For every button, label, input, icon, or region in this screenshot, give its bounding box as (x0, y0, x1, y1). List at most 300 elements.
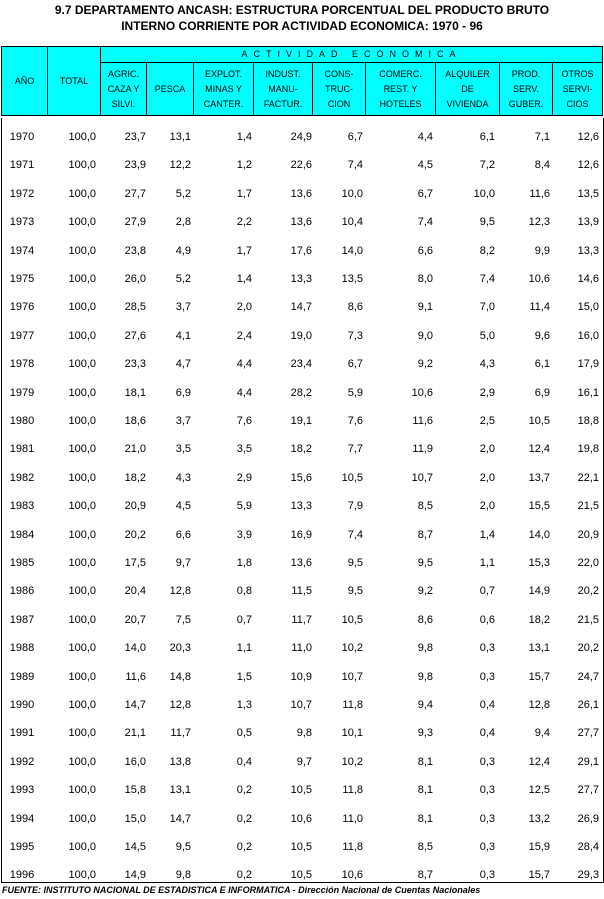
cell-agric: 15,8 (124, 784, 146, 797)
table-row (2, 754, 602, 770)
table-row (2, 669, 602, 685)
cell-prod-serv: 14,9 (528, 585, 550, 598)
cell-construccion: 9,5 (347, 557, 363, 569)
cell-alquiler: 0,3 (479, 755, 495, 768)
cell-otros: 29,1 (577, 755, 599, 768)
cell-alquiler: 7,2 (479, 159, 495, 172)
cell-year: 1970 (9, 131, 35, 143)
cell-otros: 22,0 (577, 557, 599, 569)
cell-year: 1984 (9, 528, 35, 541)
cell-indust: 11,5 (291, 585, 312, 598)
cell-prod-serv: 13,1 (528, 642, 550, 655)
cell-agric: 11,6 (125, 670, 146, 683)
cell-total: 100,0 (68, 471, 96, 484)
cell-comercio: 7,4 (417, 216, 433, 229)
table-row (2, 214, 602, 230)
cell-year: 1974 (9, 244, 35, 257)
cell-prod-serv: 9,4 (534, 727, 550, 740)
header-agric: AGRIC. CAZA Y SILVI. (101, 63, 147, 116)
cell-explot: 2,4 (236, 329, 252, 342)
cell-total: 100,0 (68, 557, 96, 569)
cell-otros: 29,3 (577, 869, 599, 882)
cell-pesca: 14,7 (169, 812, 191, 825)
cell-year: 1982 (9, 471, 35, 484)
cell-pesca: 3,7 (175, 301, 191, 314)
cell-prod-serv: 11,4 (529, 301, 550, 314)
cell-agric: 14,5 (124, 841, 146, 853)
cell-comercio: 8,7 (417, 528, 433, 541)
cell-total: 100,0 (68, 187, 96, 200)
cell-indust: 24,9 (290, 131, 312, 143)
cell-construccion: 9,5 (347, 585, 363, 598)
table-row (2, 129, 602, 145)
cell-indust: 23,4 (290, 358, 312, 371)
cell-pesca: 11,7 (170, 727, 191, 740)
table-row (2, 186, 602, 202)
cell-comercio: 8,1 (417, 784, 433, 797)
cell-explot: 1,7 (236, 244, 252, 257)
cell-year: 1979 (9, 386, 35, 399)
cell-year: 1973 (9, 216, 35, 229)
cell-alquiler: 1,1 (479, 557, 495, 569)
cell-total: 100,0 (68, 131, 96, 143)
table-row (2, 867, 602, 883)
cell-agric: 14,7 (124, 699, 146, 711)
cell-comercio: 8,0 (417, 273, 433, 285)
cell-year: 1971 (9, 159, 35, 172)
cell-construccion: 7,4 (347, 528, 363, 541)
cell-comercio: 10,7 (411, 471, 433, 484)
cell-alquiler: 2,5 (479, 415, 495, 427)
cell-total: 100,0 (68, 273, 96, 285)
cell-total: 100,0 (68, 443, 96, 456)
cell-total: 100,0 (68, 244, 96, 257)
cell-explot: 0,5 (236, 727, 252, 740)
cell-alquiler: 0,4 (479, 699, 495, 711)
cell-construccion: 11,8 (342, 699, 363, 711)
cell-explot: 1,2 (236, 159, 252, 172)
cell-year: 1993 (9, 784, 35, 797)
cell-total: 100,0 (68, 585, 96, 598)
cell-explot: 2,9 (236, 471, 252, 484)
cell-total: 100,0 (68, 699, 96, 711)
cell-total: 100,0 (68, 415, 96, 427)
source-note: FUENTE: INSTITUTO NACIONAL DE ESTADISTICA E INFORMATICA - Dirección Nacional de Cuentas Nacionales (2, 885, 481, 895)
cell-prod-serv: 9,6 (534, 329, 550, 342)
cell-indust: 18,2 (290, 443, 312, 456)
cell-total: 100,0 (68, 386, 96, 399)
cell-otros: 18,8 (577, 415, 599, 427)
cell-alquiler: 1,4 (479, 528, 495, 541)
table-row (2, 697, 602, 713)
cell-explot: 0,8 (236, 585, 252, 598)
cell-construccion: 11,8 (342, 841, 363, 853)
header-construccion: CONS- TRUC- CION (313, 63, 366, 116)
cell-year: 1992 (9, 755, 35, 768)
cell-indust: 13,6 (290, 187, 312, 200)
table-row (2, 640, 602, 656)
cell-construccion: 10,5 (341, 613, 363, 626)
cell-year: 1994 (9, 812, 35, 825)
cell-prod-serv: 12,8 (528, 699, 550, 711)
cell-indust: 9,8 (296, 727, 312, 740)
cell-alquiler: 0,3 (479, 784, 495, 797)
cell-pesca: 12,8 (169, 585, 191, 598)
table-row (2, 271, 602, 287)
cell-agric: 28,5 (124, 301, 146, 314)
cell-pesca: 3,5 (175, 443, 191, 456)
cell-construccion: 6,7 (347, 131, 363, 143)
cell-total: 100,0 (68, 727, 96, 740)
table-body (1, 118, 604, 883)
cell-total: 100,0 (68, 159, 96, 172)
cell-otros: 20,2 (577, 585, 599, 598)
cell-comercio: 9,2 (417, 585, 433, 598)
cell-year: 1977 (9, 329, 35, 342)
cell-prod-serv: 15,5 (528, 500, 550, 513)
cell-prod-serv: 10,6 (528, 273, 550, 285)
cell-indust: 11,7 (291, 613, 312, 626)
header-explot: EXPLOT. MINAS Y CANTER. (194, 63, 254, 116)
cell-otros: 26,9 (577, 812, 599, 825)
cell-otros: 22,1 (577, 471, 599, 484)
cell-comercio: 6,6 (417, 244, 433, 257)
cell-total: 100,0 (68, 301, 96, 314)
cell-pesca: 12,8 (169, 699, 191, 711)
cell-alquiler: 0,3 (479, 642, 495, 655)
cell-pesca: 3,7 (175, 415, 191, 427)
cell-pesca: 12,2 (169, 159, 191, 172)
cell-explot: 5,9 (236, 500, 252, 513)
cell-alquiler: 4,3 (479, 358, 495, 371)
cell-prod-serv: 13,7 (528, 471, 550, 484)
table-row (2, 527, 602, 543)
cell-agric: 27,9 (124, 216, 146, 229)
cell-otros: 20,2 (577, 642, 599, 655)
header-indust: INDUST. MANU- FACTUR. (254, 63, 313, 116)
table-title-line-2: INTERNO CORRIENTE POR ACTIVIDAD ECONOMICA: 1970 - 96 (121, 19, 483, 33)
cell-indust: 28,2 (290, 386, 312, 399)
cell-otros: 14,6 (577, 273, 599, 285)
cell-year: 1978 (9, 358, 35, 371)
cell-total: 100,0 (68, 613, 96, 626)
cell-pesca: 5,2 (175, 187, 191, 200)
cell-explot: 3,9 (236, 528, 252, 541)
cell-otros: 28,4 (577, 841, 599, 853)
cell-indust: 10,7 (290, 699, 312, 711)
cell-construccion: 10,1 (341, 727, 363, 740)
cell-year: 1976 (9, 301, 35, 314)
cell-agric: 23,8 (124, 244, 146, 257)
cell-construccion: 7,3 (347, 329, 363, 342)
cell-comercio: 8,1 (417, 812, 433, 825)
cell-explot: 4,4 (236, 386, 252, 399)
cell-construccion: 10,0 (341, 187, 363, 200)
cell-agric: 20,4 (124, 585, 146, 598)
cell-indust: 10,5 (290, 784, 312, 797)
cell-year: 1983 (9, 500, 35, 513)
cell-prod-serv: 11,6 (529, 187, 550, 200)
cell-pesca: 2,8 (175, 216, 191, 229)
cell-construccion: 10,7 (341, 670, 363, 683)
cell-prod-serv: 8,4 (534, 159, 550, 172)
cell-total: 100,0 (68, 216, 96, 229)
table-row (2, 612, 602, 628)
cell-alquiler: 6,1 (479, 131, 495, 143)
cell-construccion: 10,5 (341, 471, 363, 484)
cell-construccion: 7,9 (347, 500, 363, 513)
table-row (2, 839, 602, 855)
cell-indust: 13,6 (290, 557, 312, 569)
cell-indust: 10,6 (290, 812, 312, 825)
cell-pesca: 20,3 (169, 642, 191, 655)
cell-comercio: 11,9 (412, 443, 433, 456)
cell-otros: 15,0 (577, 301, 599, 314)
cell-year: 1981 (9, 443, 35, 456)
cell-pesca: 13,1 (169, 784, 191, 797)
table-row (2, 299, 602, 315)
table-row (2, 498, 602, 514)
cell-prod-serv: 12,5 (528, 784, 550, 797)
cell-prod-serv: 18,2 (528, 613, 550, 626)
cell-comercio: 9,2 (417, 358, 433, 371)
cell-indust: 19,1 (290, 415, 312, 427)
cell-total: 100,0 (68, 755, 96, 768)
cell-comercio: 8,5 (417, 841, 433, 853)
cell-construccion: 8,6 (347, 301, 363, 314)
cell-otros: 21,5 (577, 500, 599, 513)
cell-agric: 14,9 (124, 869, 146, 882)
cell-indust: 14,7 (290, 301, 312, 314)
cell-construccion: 11,8 (342, 784, 363, 797)
cell-explot: 1,8 (236, 557, 252, 569)
cell-prod-serv: 6,1 (534, 358, 550, 371)
cell-prod-serv: 15,7 (528, 670, 550, 683)
cell-agric: 21,1 (124, 727, 146, 740)
cell-construccion: 10,4 (341, 216, 363, 229)
cell-construccion: 6,7 (347, 358, 363, 371)
cell-prod-serv: 12,4 (528, 755, 550, 768)
cell-explot: 1,5 (236, 670, 252, 683)
cell-construccion: 11,0 (342, 812, 363, 825)
table-row (2, 328, 602, 344)
cell-year: 1972 (9, 187, 35, 200)
cell-otros: 16,0 (577, 329, 599, 342)
cell-prod-serv: 15,7 (528, 869, 550, 882)
header-year: AÑO (2, 47, 48, 116)
cell-explot: 2,0 (236, 301, 252, 314)
cell-year: 1987 (9, 613, 35, 626)
header-prod-serv: PROD. SERV. GUBER. (500, 63, 553, 116)
header-alquiler: ALQUILER DE VIVIENDA (436, 63, 500, 116)
header-activity: ACTIVIDAD ECONOMICA (101, 47, 603, 63)
cell-alquiler: 0,3 (479, 812, 495, 825)
cell-comercio: 10,6 (411, 386, 433, 399)
cell-agric: 26,0 (124, 273, 146, 285)
cell-alquiler: 5,0 (479, 329, 495, 342)
cell-construccion: 7,7 (347, 443, 363, 456)
cell-pesca: 14,8 (169, 670, 191, 683)
cell-explot: 2,2 (236, 216, 252, 229)
cell-comercio: 9,3 (417, 727, 433, 740)
table-row (2, 385, 602, 401)
cell-alquiler: 2,0 (479, 500, 495, 513)
cell-otros: 20,9 (577, 528, 599, 541)
cell-prod-serv: 12,3 (528, 216, 550, 229)
table-row (2, 441, 602, 457)
cell-agric: 15,0 (124, 812, 146, 825)
cell-prod-serv: 7,1 (534, 131, 550, 143)
table-row (2, 157, 602, 173)
cell-indust: 10,9 (290, 670, 312, 683)
table-row (2, 811, 602, 827)
cell-otros: 26,1 (577, 699, 599, 711)
cell-comercio: 6,7 (417, 187, 433, 200)
cell-otros: 13,9 (577, 216, 599, 229)
header-comercio: COMERC. REST. Y HOTELES (366, 63, 436, 116)
cell-otros: 12,6 (577, 159, 599, 172)
cell-comercio: 4,4 (417, 131, 433, 143)
table-row (2, 413, 602, 429)
cell-otros: 16,1 (577, 386, 599, 399)
cell-alquiler: 0,6 (479, 613, 495, 626)
cell-comercio: 9,8 (417, 670, 433, 683)
cell-prod-serv: 6,9 (534, 386, 550, 399)
cell-otros: 12,6 (577, 131, 599, 143)
cell-alquiler: 0,3 (479, 869, 495, 882)
cell-construccion: 10,2 (341, 642, 363, 655)
cell-pesca: 4,5 (175, 500, 191, 513)
cell-explot: 1,4 (236, 273, 252, 285)
cell-prod-serv: 13,2 (528, 812, 550, 825)
table-row (2, 782, 602, 798)
cell-alquiler: 2,0 (479, 471, 495, 484)
table-row (2, 356, 602, 372)
cell-otros: 13,3 (577, 244, 599, 257)
cell-pesca: 4,9 (175, 244, 191, 257)
cell-explot: 0,2 (236, 869, 252, 882)
cell-prod-serv: 10,5 (528, 415, 550, 427)
cell-explot: 0,2 (236, 841, 252, 853)
cell-indust: 17,6 (290, 244, 312, 257)
cell-agric: 20,7 (124, 613, 146, 626)
cell-explot: 1,1 (236, 642, 252, 655)
cell-year: 1975 (9, 273, 35, 285)
cell-total: 100,0 (68, 670, 96, 683)
cell-indust: 10,5 (290, 869, 312, 882)
cell-otros: 27,7 (577, 784, 599, 797)
cell-construccion: 5,9 (347, 386, 363, 399)
cell-indust: 16,9 (290, 528, 312, 541)
table-row (2, 243, 602, 259)
table-row (2, 555, 602, 571)
table-row (2, 583, 602, 599)
cell-prod-serv: 14,0 (528, 528, 550, 541)
cell-comercio: 8,1 (417, 755, 433, 768)
cell-alquiler: 7,0 (479, 301, 495, 314)
cell-year: 1989 (9, 670, 35, 683)
cell-otros: 19,8 (577, 443, 599, 456)
cell-alquiler: 0,3 (479, 841, 495, 853)
cell-agric: 17,5 (124, 557, 146, 569)
cell-total: 100,0 (68, 812, 96, 825)
cell-agric: 20,9 (124, 500, 146, 513)
cell-agric: 20,2 (124, 528, 146, 541)
header-total: TOTAL (48, 47, 101, 116)
cell-explot: 0,2 (236, 812, 252, 825)
cell-total: 100,0 (68, 528, 96, 541)
cell-comercio: 8,7 (417, 869, 433, 882)
cell-explot: 3,5 (236, 443, 252, 456)
cell-otros: 21,5 (577, 613, 599, 626)
cell-construccion: 10,6 (341, 869, 363, 882)
cell-comercio: 9,0 (417, 329, 433, 342)
cell-alquiler: 2,9 (479, 386, 495, 399)
cell-comercio: 9,1 (417, 301, 433, 314)
table-row (2, 470, 602, 486)
cell-total: 100,0 (68, 642, 96, 655)
cell-agric: 18,6 (124, 415, 146, 427)
cell-prod-serv: 15,9 (528, 841, 550, 853)
cell-prod-serv: 9,9 (534, 244, 550, 257)
cell-pesca: 4,3 (175, 471, 191, 484)
cell-comercio: 11,6 (412, 415, 433, 427)
cell-year: 1985 (9, 557, 35, 569)
cell-pesca: 9,7 (175, 557, 191, 569)
cell-otros: 24,7 (577, 670, 599, 683)
cell-comercio: 9,8 (417, 642, 433, 655)
cell-year: 1991 (9, 727, 35, 740)
cell-indust: 13,3 (290, 273, 312, 285)
cell-construccion: 13,5 (341, 273, 363, 285)
cell-otros: 17,9 (577, 358, 599, 371)
cell-otros: 13,5 (577, 187, 599, 200)
cell-explot: 7,6 (236, 415, 252, 427)
cell-indust: 15,6 (290, 471, 312, 484)
cell-year: 1996 (9, 869, 35, 882)
cell-indust: 11,0 (291, 642, 312, 655)
cell-explot: 1,3 (236, 699, 252, 711)
cell-year: 1995 (9, 841, 35, 853)
cell-construccion: 7,6 (347, 415, 363, 427)
cell-prod-serv: 12,4 (528, 443, 550, 456)
cell-year: 1980 (9, 415, 35, 427)
cell-comercio: 8,6 (417, 613, 433, 626)
cell-total: 100,0 (68, 869, 96, 882)
cell-comercio: 8,5 (417, 500, 433, 513)
cell-explot: 0,2 (236, 784, 252, 797)
cell-comercio: 9,5 (417, 557, 433, 569)
table-row (2, 725, 602, 741)
cell-total: 100,0 (68, 329, 96, 342)
cell-indust: 9,7 (296, 755, 312, 768)
cell-year: 1986 (9, 585, 35, 598)
cell-agric: 18,1 (124, 386, 146, 399)
cell-construccion: 10,2 (341, 755, 363, 768)
cell-agric: 16,0 (124, 755, 146, 768)
cell-total: 100,0 (68, 358, 96, 371)
cell-total: 100,0 (68, 841, 96, 853)
cell-alquiler: 9,5 (479, 216, 495, 229)
cell-pesca: 5,2 (175, 273, 191, 285)
cell-year: 1990 (9, 699, 35, 711)
cell-explot: 0,7 (236, 613, 252, 626)
cell-total: 100,0 (68, 784, 96, 797)
cell-prod-serv: 15,3 (528, 557, 550, 569)
cell-indust: 13,3 (290, 500, 312, 513)
cell-agric: 18,2 (124, 471, 146, 484)
cell-agric: 23,9 (124, 159, 146, 172)
